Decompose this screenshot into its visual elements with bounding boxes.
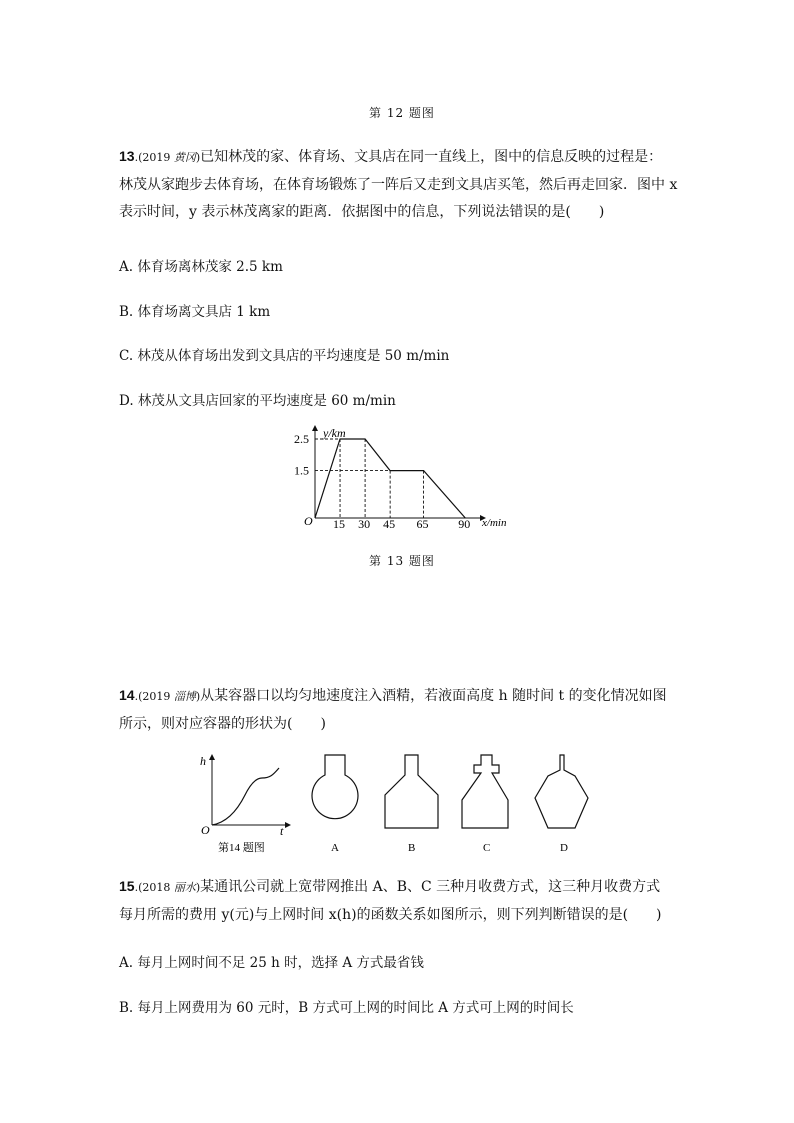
figure-caption-q13: 第 13 题图	[369, 554, 435, 568]
origin-label: O	[201, 823, 210, 837]
option-c: C. 林茂从体育场出发到文具店的平均速度是 50 m/min	[119, 348, 450, 364]
y-tick-label: 1.5	[294, 463, 309, 478]
question-text-line: 某通讯公司就上宽带网推出 A、B、C 三种月收费方式，这三种月收费方式	[200, 879, 661, 895]
question-text-line: 所示，则对应容器的形状为( )	[119, 716, 326, 732]
hexagon-bottle-shape	[535, 755, 588, 828]
question-source: .(2018 丽水)	[134, 881, 201, 894]
t-axis-label: t	[280, 824, 284, 838]
h-axis-label: h	[200, 754, 206, 768]
question-text-line: 表示时间，y 表示林茂离家的距离．依据图中的信息，下列说法错误的是( )	[119, 204, 605, 220]
height-curve	[212, 768, 279, 825]
height-time-graph	[200, 754, 290, 854]
question-number: 15	[119, 878, 135, 894]
origin-label: O	[304, 514, 313, 528]
question-13-first-line	[119, 146, 677, 168]
question-13	[119, 146, 677, 222]
container-c	[462, 755, 508, 854]
option-b: B. 体育场离文具店 1 km	[119, 304, 271, 320]
x-axis-label: x/min	[482, 517, 507, 529]
choice-label-d: D	[560, 842, 568, 854]
hourglass-shape	[462, 755, 508, 828]
question-source: .(2019 黄冈)	[134, 151, 201, 164]
container-a	[312, 755, 358, 854]
container-b	[385, 755, 438, 854]
choice-label-b: B	[408, 842, 416, 854]
x-tick-label: 15	[333, 517, 346, 531]
x-tick-label: 30	[358, 517, 371, 531]
x-tick-label: 90	[458, 517, 471, 531]
bottle-shape	[385, 755, 438, 828]
figure-caption-q12: 第 12 题图	[369, 106, 435, 120]
y-tick-label: 2.5	[294, 432, 309, 446]
flask-shape	[312, 755, 358, 819]
question-text-line: 已知林茂的家、体育场、文具店在同一直线上，图中的信息反映的过程是：	[200, 149, 663, 165]
choice-label-c: C	[483, 842, 491, 854]
container-d	[535, 755, 588, 854]
x-tick-label: 65	[416, 517, 429, 531]
distance-time-chart	[280, 420, 520, 535]
question-text-line: 从某容器口以均匀地速度注入酒精，若液面高度 h 随时间 t 的变化情况如图	[200, 688, 667, 704]
option-a: A. 体育场离林茂家 2.5 km	[119, 259, 283, 275]
question-14-first-line	[119, 685, 667, 707]
question-text-line: 每月所需的费用 y(元)与上网时间 x(h)的函数关系如图所示，则下列判断错误的是( )	[119, 907, 662, 923]
question-14-figure	[190, 750, 610, 860]
question-15	[119, 876, 662, 925]
x-tick-label: 45	[383, 517, 396, 531]
figure-caption-q14: 第14 题图	[218, 842, 265, 854]
choice-label-a: A	[331, 842, 339, 854]
option-a: A. 每月上网时间不足 25 h 时，选择 A 方式最省钱	[119, 955, 424, 971]
option-d: D. 林茂从文具店回家的平均速度是 60 m/min	[119, 393, 396, 409]
y-axis-label: y/km	[323, 426, 346, 440]
option-b: B. 每月上网费用为 60 元时，B 方式可上网的时间比 A 方式可上网的时间长	[119, 1000, 574, 1016]
question-text-line: 林茂从家跑步去体育场，在体育场锻炼了一阵后又走到文具店买笔，然后再走回家．图中 x	[119, 177, 678, 193]
question-source: .(2019 淄博)	[134, 690, 201, 703]
question-15-first-line	[119, 876, 662, 898]
question-14	[119, 685, 667, 734]
question-number: 13	[119, 148, 135, 164]
question-number: 14	[119, 687, 135, 703]
